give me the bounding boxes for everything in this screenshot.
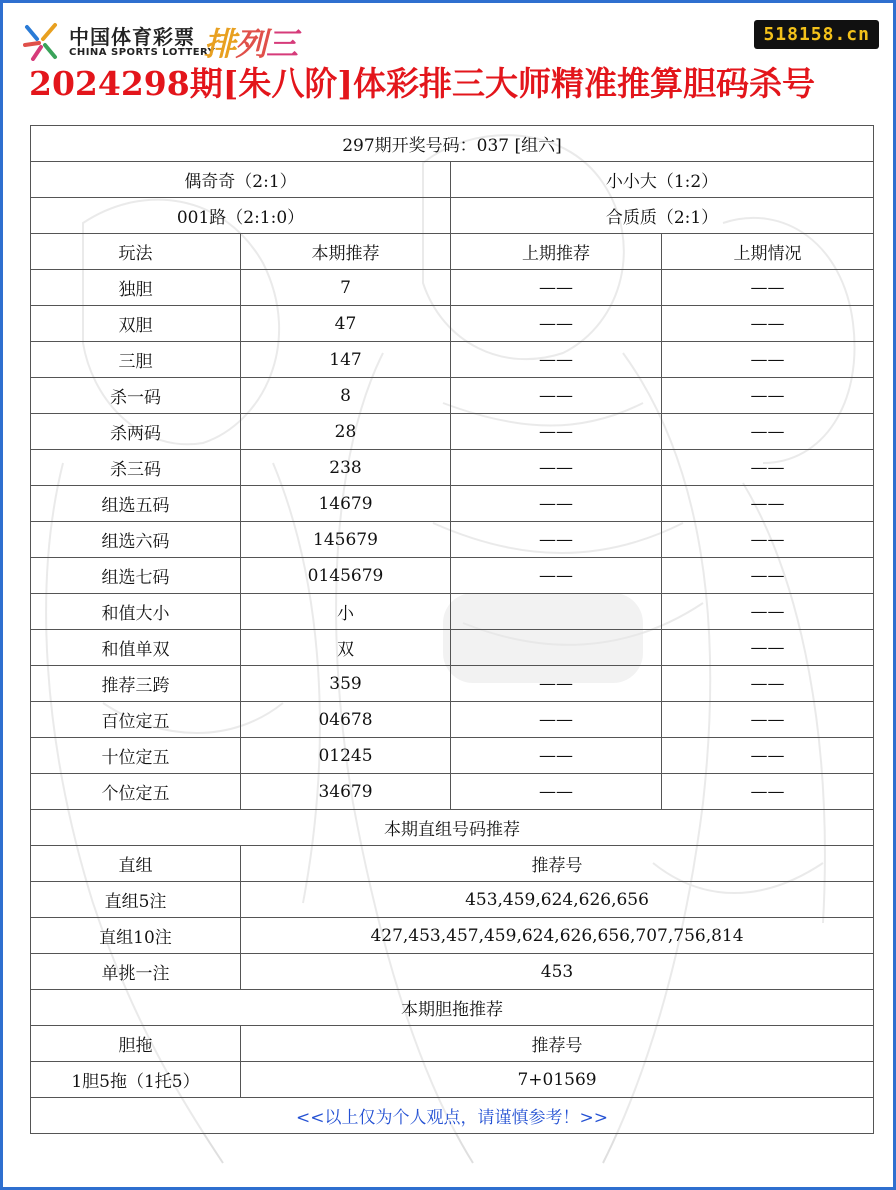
dantuo-header-label: 胆拖 [31,1026,241,1062]
method-cell: 推荐三跨 [31,666,241,702]
previous-cell: —— [451,774,662,810]
header-current: 本期推荐 [241,234,451,270]
dantuo-label: 1胆5拖（1托5） [31,1062,241,1098]
method-cell: 和值单双 [31,630,241,666]
method-cell: 双胆 [31,306,241,342]
method-cell: 组选六码 [31,522,241,558]
current-cell: 47 [241,306,451,342]
table-row [31,270,874,306]
method-cell: 三胆 [31,342,241,378]
result-cell: —— [662,378,874,414]
direct-header-label: 直组 [31,846,241,882]
header-method: 玩法 [31,234,241,270]
table-row [31,666,874,702]
current-cell: 01245 [241,738,451,774]
previous-cell: —— [451,666,662,702]
current-cell: 双 [241,630,451,666]
current-cell: 238 [241,450,451,486]
table-row [31,1062,874,1098]
table-row [31,630,874,666]
result-cell: —— [662,450,874,486]
table-row [31,918,874,954]
current-cell: 28 [241,414,451,450]
last-draw-row [31,126,874,162]
site-badge[interactable]: 518158.cn [754,20,879,49]
table-header-row [31,234,874,270]
result-cell: —— [662,774,874,810]
table-row [31,702,874,738]
current-cell: 0145679 [241,558,451,594]
direct-label: 直组10注 [31,918,241,954]
dantuo-section-title: 本期胆拖推荐 [31,990,874,1026]
last-draw-cell: 297期开奖号码：037 [组六] [31,126,874,162]
small-big-cell: 小小大（1:2） [451,162,874,198]
previous-cell: —— [451,270,662,306]
previous-cell: —— [451,558,662,594]
table-row [31,342,874,378]
odd-even-cell: 偶奇奇（2:1） [31,162,451,198]
table-row [31,738,874,774]
shape-row [31,162,874,198]
current-cell: 14679 [241,486,451,522]
header-result: 上期情况 [662,234,874,270]
logo-chinese-text: 中国体育彩票 [69,25,195,49]
result-cell: —— [662,306,874,342]
dantuo-header-row [31,1026,874,1062]
logo-english-text: CHINA SPORTS LOTTERY [69,47,216,58]
method-cell: 独胆 [31,270,241,306]
table-row [31,558,874,594]
previous-cell: —— [451,378,662,414]
result-cell: —— [662,414,874,450]
direct-header-value: 推荐号 [241,846,874,882]
current-cell: 小 [241,594,451,630]
result-cell: —— [662,522,874,558]
result-cell: —— [662,702,874,738]
previous-cell [451,630,662,666]
current-cell: 34679 [241,774,451,810]
route-cell: 001路（2:1:0） [31,198,451,234]
direct-header-row [31,846,874,882]
table-row [31,954,874,990]
table-row [31,882,874,918]
direct-section-title-row [31,810,874,846]
current-cell: 147 [241,342,451,378]
table-row [31,486,874,522]
result-cell: —— [662,486,874,522]
method-cell: 组选五码 [31,486,241,522]
china-sports-lottery-logo [21,19,321,63]
result-cell: —— [662,630,874,666]
result-cell: —— [662,270,874,306]
previous-cell: —— [451,522,662,558]
prime-composite-cell: 合质质（2:1） [451,198,874,234]
previous-cell: —— [451,342,662,378]
footnote: <<以上仅为个人观点，请谨慎参考！>> [31,1098,874,1134]
header [3,3,893,125]
previous-cell: —— [451,702,662,738]
current-cell: 7 [241,270,451,306]
method-cell: 杀一码 [31,378,241,414]
direct-value: 453 [241,954,874,990]
table-row [31,378,874,414]
method-cell: 个位定五 [31,774,241,810]
dantuo-value: 7+01569 [241,1062,874,1098]
current-cell: 04678 [241,702,451,738]
previous-cell: —— [451,306,662,342]
result-cell: —— [662,666,874,702]
result-cell: —— [662,558,874,594]
method-cell: 百位定五 [31,702,241,738]
result-cell: —— [662,738,874,774]
result-cell: —— [662,594,874,630]
current-cell: 145679 [241,522,451,558]
table-row [31,774,874,810]
previous-cell: —— [451,414,662,450]
method-cell: 和值大小 [31,594,241,630]
footnote-row [31,1098,874,1134]
direct-value: 427,453,457,459,624,626,656,707,756,814 [241,918,874,954]
current-cell: 8 [241,378,451,414]
previous-cell: —— [451,738,662,774]
method-cell: 杀三码 [31,450,241,486]
table-row [31,594,874,630]
previous-cell: —— [451,450,662,486]
method-cell: 十位定五 [31,738,241,774]
previous-cell [451,594,662,630]
game-name-logo: 排列三 [204,25,298,63]
direct-label: 单挑一注 [31,954,241,990]
direct-section-title: 本期直组号码推荐 [31,810,874,846]
method-cell: 组选七码 [31,558,241,594]
table-row [31,414,874,450]
direct-label: 直组5注 [31,882,241,918]
method-cell: 杀两码 [31,414,241,450]
table-row [31,450,874,486]
header-previous: 上期推荐 [451,234,662,270]
prediction-table [30,125,874,1134]
table-row [31,522,874,558]
previous-cell: —— [451,486,662,522]
lottery-star-icon [21,21,61,61]
dantuo-header-value: 推荐号 [241,1026,874,1062]
dantuo-section-title-row [31,990,874,1026]
result-cell: —— [662,342,874,378]
route-row [31,198,874,234]
current-cell: 359 [241,666,451,702]
direct-value: 453,459,624,626,656 [241,882,874,918]
page-title: 2024298期[朱八阶]体彩排三大师精准推算胆码杀号 [29,64,815,103]
table-row [31,306,874,342]
